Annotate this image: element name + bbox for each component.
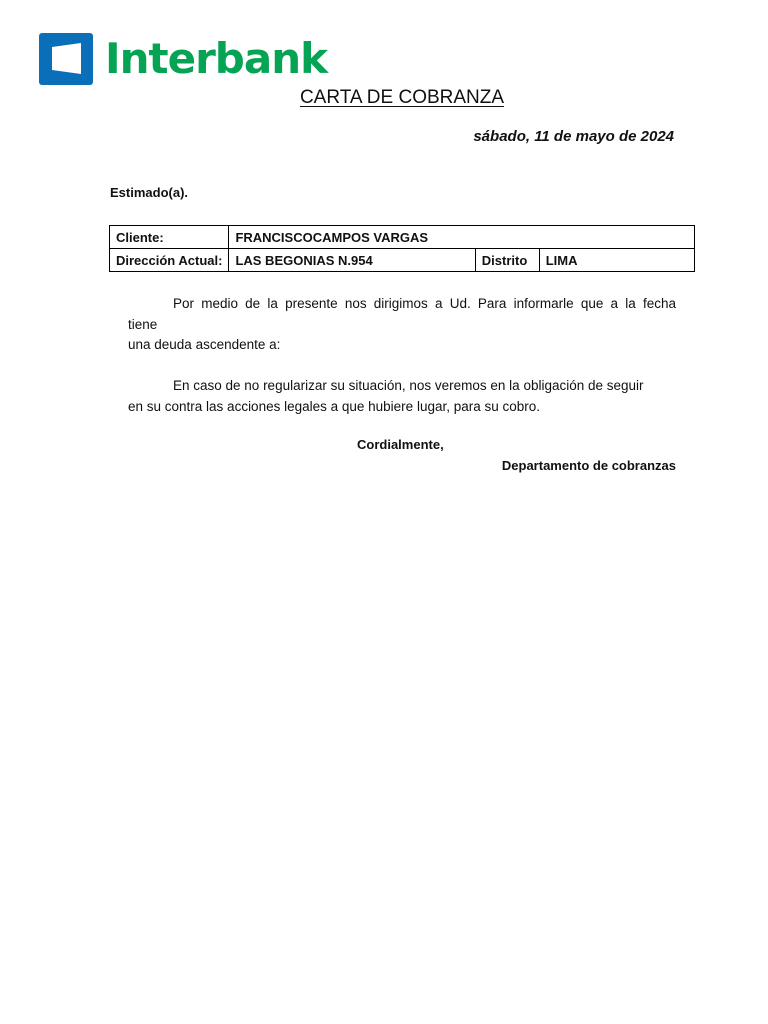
address-label: Dirección Actual: <box>110 249 229 272</box>
client-value: FRANCISCOCAMPOS VARGAS <box>229 226 695 249</box>
debt-paragraph-line-2: tiene <box>128 316 158 332</box>
legal-paragraph <box>128 376 676 417</box>
district-label: Distrito <box>475 249 539 272</box>
address-value: LAS BEGONIAS N.954 <box>229 249 475 272</box>
greeting: Estimado(a). <box>110 185 189 200</box>
legal-paragraph-line-1: En caso de no regularizar su situación, nos veremos en la obligación de seguir <box>173 378 644 393</box>
interbank-logo <box>39 33 327 85</box>
debt-paragraph <box>128 294 676 356</box>
client-label: Cliente: <box>110 226 229 249</box>
brand-name: Interbank <box>105 34 328 83</box>
interbank-logo-icon <box>39 33 93 85</box>
client-row <box>110 226 695 249</box>
district-value: LIMA <box>539 249 694 272</box>
letter-title: CARTA DE COBRANZA <box>299 87 505 108</box>
debt-paragraph-line-3: una deuda ascendente a: <box>128 337 281 352</box>
signature-department: Departamento de cobranzas <box>501 458 676 473</box>
debt-paragraph-line-1: Por medio de la presente nos dirigimos a Ud. Para informarle que a la fecha <box>173 296 676 311</box>
client-info-table <box>109 225 695 272</box>
address-row <box>110 249 695 272</box>
closing: Cordialmente, <box>357 437 444 452</box>
letter-date: sábado, 11 de mayo de 2024 <box>473 128 674 145</box>
legal-paragraph-line-2: en su contra las acciones legales a que hubiere lugar, para su cobro. <box>128 398 541 414</box>
